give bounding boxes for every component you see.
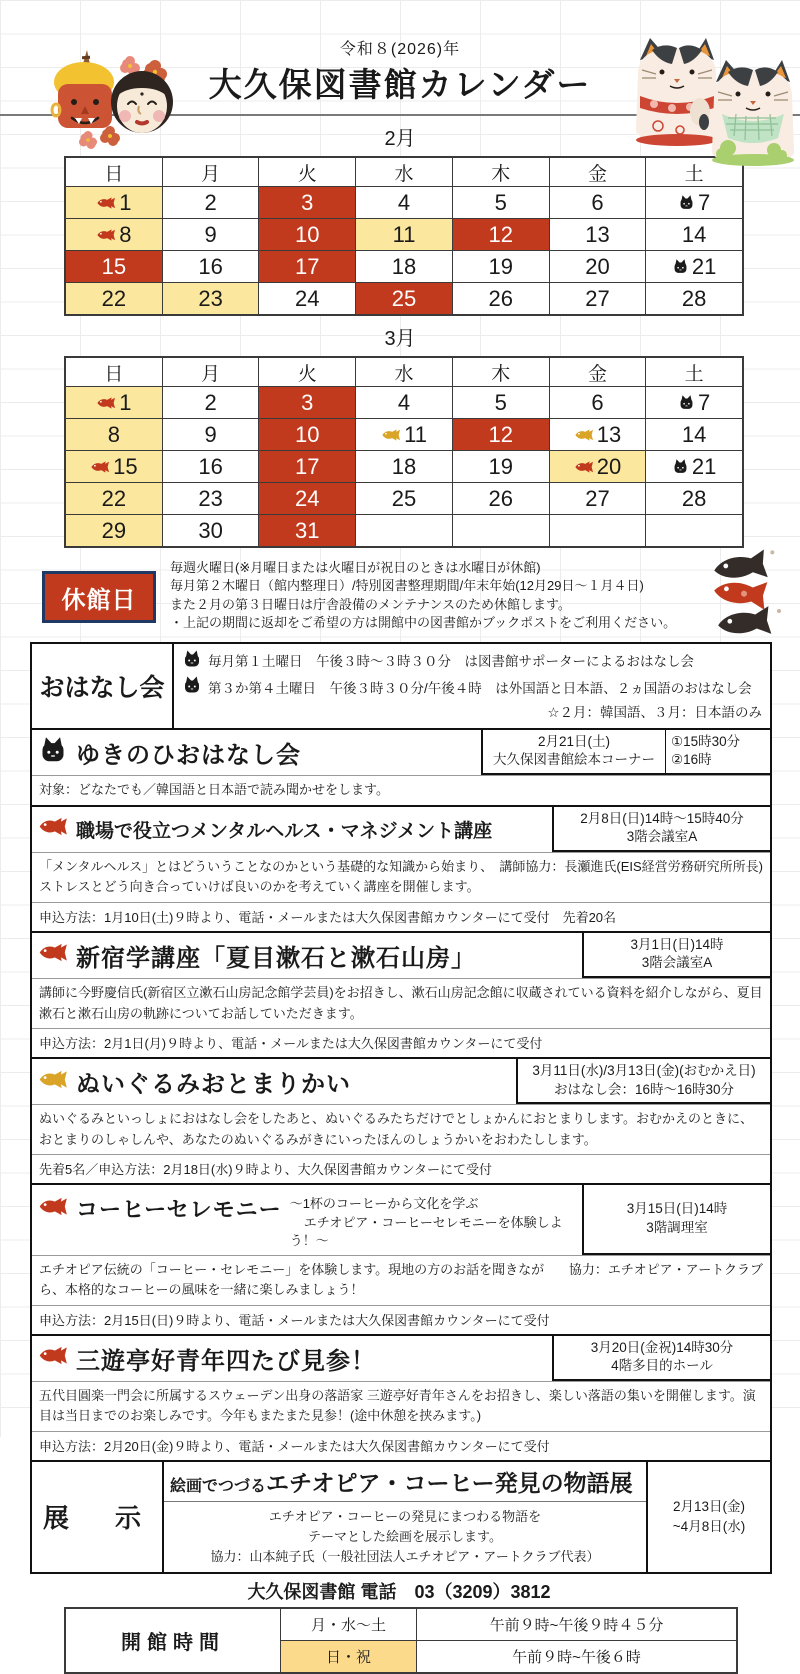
day-number: 9 (204, 421, 217, 447)
event-description: 協力：エチオピア・アートクラブ エチオピア伝統の「コーヒー・セレモニー」を体験します。現地の方のお話を聞きながら、本格的なコーヒーの風味を一緒に楽しみましょう！ (32, 1255, 770, 1304)
calendar-day-cell (452, 187, 549, 218)
day-number: 20 (585, 253, 610, 279)
event-section-snow-day-storytime (32, 728, 770, 805)
event-title: ゆきのひおはなし会 (76, 741, 301, 769)
black-cat-stamp-icon (38, 735, 68, 765)
day-number: 5 (494, 389, 507, 415)
event-application-info: 申込方法：1月10日(土)９時より、電話・メールまたは大久保図書館カウンターにて受付 先着20名 (32, 902, 770, 931)
cat-figurine-green-icon (712, 60, 794, 166)
day-number: 4 (397, 389, 411, 415)
february-calendar (64, 156, 744, 316)
okame-face-icon (111, 71, 173, 133)
calendar-week-row (66, 250, 742, 282)
red-fish-stamp-icon (38, 1346, 68, 1370)
calendar-day-cell (162, 515, 259, 546)
calendar-day-cell (258, 187, 355, 218)
calendar-day-cell (162, 451, 259, 482)
calendar-day-cell (66, 251, 162, 282)
event-section-stuffed-animal-sleepover (32, 1057, 770, 1183)
calendar-day-cell (162, 419, 259, 450)
day-number: 18 (391, 253, 417, 279)
weekday-time-cell: 午前９時~午後９時４５分 (489, 1617, 664, 1634)
day-number: 20 (596, 453, 622, 479)
day-number: 26 (488, 485, 513, 511)
day-number: 3 (301, 389, 314, 415)
calendar-day-cell (258, 515, 355, 546)
page-title: 大久保図書館カレンダー (0, 59, 800, 116)
day-number: 13 (596, 421, 622, 447)
day-number: 14 (681, 421, 707, 447)
day-number: 12 (488, 221, 513, 247)
calendar-weekday-row (66, 358, 742, 386)
calendar-day-cell (66, 387, 162, 418)
black-cat-stamp-icon (182, 675, 202, 702)
calendar-day-cell (645, 451, 742, 482)
closed-line: また２月の第３日曜日は庁舎設備のメンテナンスのため休館します。 (170, 596, 571, 612)
weekday-header: 水 (355, 358, 452, 386)
february-label: 2月 (384, 128, 416, 150)
holiday-days-cell: 日・祝 (281, 1641, 417, 1672)
red-fish-stamp-icon (38, 1197, 68, 1221)
weekday-header: 水 (355, 158, 452, 186)
calendar-day-cell (258, 419, 355, 450)
day-number: 17 (295, 453, 320, 479)
calendar-day-cell (645, 251, 742, 282)
calendar-day-cell (452, 451, 549, 482)
day-number: 15 (113, 453, 138, 479)
black-cat-stamp-icon (182, 649, 202, 676)
event-time: ①15時30分 (671, 733, 741, 749)
day-number: 1 (119, 189, 132, 215)
event-cooperation: 協力：エチオピア・アートクラブ (568, 1262, 763, 1278)
calendar-day-cell (355, 387, 452, 418)
day-number: 7 (698, 189, 711, 215)
day-number: 22 (101, 485, 127, 511)
closed-line: 毎月第２木曜日（館内整理日）/特別図書整理期間/年末年始(12月29日～１月４日) (170, 578, 644, 594)
event-schedule-box (516, 1059, 770, 1105)
day-number: 23 (198, 285, 223, 311)
black-cat-stamp-icon (672, 458, 689, 475)
day-number: 28 (681, 285, 707, 311)
red-fish-stamp-icon (38, 1346, 68, 1365)
calendar-day-cell (549, 283, 646, 314)
day-number: 15 (101, 253, 127, 279)
calendar-week-row (66, 218, 742, 250)
day-number: 24 (295, 285, 320, 311)
day-number: 8 (107, 421, 120, 447)
calendar-day-cell (66, 283, 162, 314)
march-calendar (64, 356, 744, 548)
oni-face-icon (52, 50, 114, 128)
event-description: 講師協力：長瀬進氏(EIS経営労務研究所所長) 「メンタルヘルス」とはどういうことなのかという基礎的な知識から始まり、ストレスとどう向き合っていけば良いのかを考えていく講座を開催します。 (32, 852, 770, 901)
red-fish-stamp-icon (96, 397, 116, 409)
calendar-day-cell (66, 219, 162, 250)
weekday-header: 金 (549, 358, 646, 386)
day-number: 18 (391, 453, 417, 479)
calendar-day-cell (452, 419, 549, 450)
weekday-header: 火 (258, 158, 355, 186)
calendar-day-cell (645, 515, 742, 546)
yellow-fish-stamp-icon (38, 1070, 68, 1089)
event-schedule-box (582, 933, 770, 979)
calendar-day-cell (162, 219, 259, 250)
exhibition-content (164, 1462, 646, 1572)
event-application-info: 申込方法：2月20日(金)９時より、電話・メールまたは大久保図書館カウンターにて受付 (32, 1431, 770, 1460)
event-section-exhibition (32, 1460, 770, 1572)
weekday-header: 月 (162, 158, 259, 186)
calendar-day-cell (258, 219, 355, 250)
red-fish-stamp-icon (38, 943, 68, 967)
event-schedule-box (582, 1185, 770, 1256)
black-cat-stamp-icon (38, 735, 68, 770)
weekday-header: 土 (645, 358, 742, 386)
event-schedule-box (481, 730, 770, 776)
day-number: 26 (488, 285, 513, 311)
calendar-week-row (66, 450, 742, 482)
calendar-day-cell (549, 387, 646, 418)
black-cat-stamp-icon (678, 394, 695, 411)
setsubun-oni-okame-illustration (42, 44, 202, 146)
event-title: 職場で役立つメンタルヘルス・マネジメント講座 (76, 820, 493, 842)
event-section-mental-health-course (32, 805, 770, 931)
event-description: 五代目圓楽一門会に所属するスウェーデン出身の落語家 三遊亭好青年さんをお招きし、楽しい落語の集いを開催します。演目は当日までのお楽しみです。今年もまたまた見参！(途中休憩を挟みます。) (32, 1381, 770, 1430)
day-number: 9 (204, 221, 217, 247)
calendar-day-cell (162, 387, 259, 418)
day-number: 19 (488, 253, 513, 279)
day-number: 12 (488, 421, 513, 447)
calendar-day-cell (549, 483, 646, 514)
calendar-day-cell (549, 219, 646, 250)
exhibition-dates: 2月13日(金) ~4月8日(水) (646, 1462, 770, 1572)
event-description: 講師に今野慶信氏(新宿区立漱石山房記念館学芸員)をお招きし、漱石山房記念館に収蔵されている資料を紹介しながら、夏目漱石と漱石山房の軌跡についてお話していただきます。 (32, 978, 770, 1027)
exhibition-title: 絵画でつづるエチオピア・コーヒー発見の物語展 (164, 1462, 646, 1502)
storytime-line: 第３か第４土曜日 午後３時３０分/午後４時 は外国語と日本語、２ヵ国語のおはなし会 (182, 675, 762, 702)
weekday-header: 火 (258, 358, 355, 386)
red-fish-stamp-icon (38, 817, 68, 841)
calendar-day-cell (355, 251, 452, 282)
event-date: 3月11日(水)/3月13日(金)(おむかえ日) (532, 1062, 756, 1078)
yellow-fish-stamp-icon (381, 429, 401, 441)
black-fish-stamp-icon (712, 548, 777, 584)
opening-hours-label: 開館時間 (66, 1609, 281, 1672)
day-number: 3 (301, 189, 314, 215)
storytime-note: ☆２月：韓国語、３月：日本語のみ (547, 705, 762, 720)
event-section-coffee-ceremony (32, 1183, 770, 1334)
calendar-week-row (66, 186, 742, 218)
cat-figurines-illustration (622, 34, 794, 162)
calendar-day-cell (258, 483, 355, 514)
day-number: 14 (681, 221, 707, 247)
red-fish-stamp-icon (713, 577, 768, 610)
day-number: 7 (698, 389, 711, 415)
weekday-days-cell: 月・水～土 (281, 1609, 417, 1640)
day-number: 2 (204, 389, 217, 415)
calendar-day-cell (645, 387, 742, 418)
day-number: 10 (295, 421, 320, 447)
red-fish-stamp-icon (38, 1197, 68, 1216)
library-phone-number: 大久保図書館 電話 03（3209）3812 (247, 1582, 551, 1602)
opening-hours-row (281, 1609, 736, 1640)
calendar-day-cell (355, 515, 452, 546)
yellow-fish-stamp-icon (38, 1070, 68, 1094)
day-number: 25 (391, 485, 417, 511)
event-subtitle: ～1杯のコーヒーから文化を学ぶ エチオピア・コーヒーセレモニーを体験しよう！～ (289, 1195, 563, 1249)
day-number: 11 (392, 221, 416, 247)
day-number: 22 (101, 285, 127, 311)
red-fish-stamp-icon (38, 817, 68, 836)
event-date: 3月1日(日)14時 (630, 936, 724, 952)
event-time: おはなし会：16時～16時30分 (553, 1081, 735, 1097)
closed-days-section (42, 558, 800, 633)
calendar-day-cell (258, 387, 355, 418)
event-schedule-box (552, 807, 770, 853)
yellow-fish-stamp-icon (574, 429, 594, 441)
red-fish-stamp-icon (90, 461, 110, 473)
day-number: 8 (119, 221, 132, 247)
day-number: 27 (585, 285, 610, 311)
holiday-time-cell: 午前９時~午後６時 (512, 1649, 641, 1666)
weekday-header: 月 (162, 358, 259, 386)
day-number: 29 (101, 517, 127, 543)
calendar-day-cell (645, 219, 742, 250)
calendar-day-cell (645, 419, 742, 450)
event-date: 3月15日(日)14時 (626, 1201, 728, 1217)
event-time: ②16時 (671, 752, 712, 768)
event-place: 3階会議室A (626, 829, 698, 845)
calendar-day-cell (549, 451, 646, 482)
day-number: 31 (295, 517, 320, 543)
calendar-day-cell (452, 515, 549, 546)
weekday-header: 木 (452, 358, 549, 386)
calendar-day-cell (452, 251, 549, 282)
storytime-line: 毎月第１土曜日 午後３時～３時３０分 は図書館サポーターによるおはなし会 (182, 649, 762, 676)
black-fish-stamp-icon (717, 605, 784, 640)
calendar-day-cell (258, 283, 355, 314)
day-number: 23 (198, 485, 223, 511)
calendar-day-cell (355, 187, 452, 218)
weekday-header: 土 (645, 158, 742, 186)
event-title: コーヒーセレモニー (76, 1196, 282, 1222)
event-date: 2月8日(日)14時～15時40分 (580, 810, 744, 826)
day-number: 16 (198, 253, 223, 279)
event-title: ぬいぐるみおとまりかい (76, 1071, 351, 1099)
exhibition-label: 展 示 (32, 1462, 164, 1572)
calendar-day-cell (66, 451, 162, 482)
calendar-day-cell (549, 187, 646, 218)
day-number: 10 (295, 221, 320, 247)
calendar-day-cell (645, 187, 742, 218)
event-place: 3階調理室 (646, 1219, 708, 1235)
calendar-day-cell (258, 251, 355, 282)
weekday-header: 日 (66, 158, 162, 186)
day-number: 16 (198, 453, 223, 479)
calendar-day-cell (162, 483, 259, 514)
calendar-day-cell (162, 283, 259, 314)
day-number: 1 (119, 389, 132, 415)
day-number: 25 (391, 285, 417, 311)
day-number: 21 (691, 253, 717, 279)
events-table (30, 642, 772, 1574)
event-schedule-box (552, 1336, 770, 1382)
day-number: 21 (691, 453, 717, 479)
black-cat-stamp-icon (672, 258, 689, 275)
weekday-header: 金 (549, 158, 646, 186)
event-description: ぬいぐるみといっしょにおはなし会をしたあと、ぬいぐるみたちだけでとしょかんにおとまりします。おむかえのときに、おとまりのしゃしんや、あなたのぬいぐるみがきにいったほんのしょうかいをおわたしします。 (32, 1104, 770, 1153)
event-application-info: 申込方法：2月1日(月)９時より、電話・メールまたは大久保図書館カウンターにて受付 (32, 1028, 770, 1057)
calendar-day-cell (645, 283, 742, 314)
calendar-day-cell (452, 219, 549, 250)
event-lecturer: 講師協力：長瀬進氏(EIS経営労務研究所所長) (499, 859, 763, 875)
day-number: 2 (204, 189, 217, 215)
closed-days-text (170, 558, 676, 633)
calendar-day-cell (355, 219, 452, 250)
calendar-week-row (66, 482, 742, 514)
day-number: 6 (591, 389, 604, 415)
march-label: 3月 (384, 328, 416, 350)
event-section-rakugo-show (32, 1334, 770, 1460)
day-number: 11 (404, 421, 427, 447)
event-title: 新宿学講座「夏目漱石と漱石山房」 (76, 944, 476, 972)
day-number: 17 (295, 253, 320, 279)
calendar-day-cell (549, 515, 646, 546)
calendar-week-row (66, 418, 742, 450)
calendar-day-cell (355, 483, 452, 514)
calendar-day-cell (66, 419, 162, 450)
weekday-header: 木 (452, 158, 549, 186)
fish-stamps-illustration (702, 552, 792, 636)
day-number: 13 (585, 221, 610, 247)
calendar-day-cell (452, 283, 549, 314)
day-number: 4 (397, 189, 411, 215)
calendar-week-row (66, 282, 742, 314)
opening-hours-table (64, 1607, 738, 1674)
calendar-weekday-row (66, 158, 742, 186)
calendar-week-row (66, 514, 742, 546)
event-section-shinjuku-lecture (32, 931, 770, 1057)
red-fish-stamp-icon (574, 461, 594, 473)
calendar-day-cell (258, 451, 355, 482)
calendar-day-cell (66, 187, 162, 218)
era-year-label: 令和８(2026)年 (339, 41, 461, 58)
red-fish-stamp-icon (96, 197, 116, 209)
event-date: 3月20日(金祝)14時30分 (590, 1339, 734, 1355)
event-place: 大久保図書館絵本コーナー (493, 752, 655, 768)
day-number: 6 (591, 189, 604, 215)
event-place: 4階多目的ホール (611, 1358, 713, 1374)
event-section-storytime (32, 644, 770, 728)
closed-days-badge: 休館日 (42, 571, 156, 623)
calendar-day-cell (355, 419, 452, 450)
calendar-day-cell (452, 387, 549, 418)
black-cat-stamp-icon (182, 649, 202, 669)
calendar-day-cell (549, 251, 646, 282)
event-place: 3階会議室A (641, 955, 713, 971)
event-application-info: 先着5名／申込方法：2月18日(水)９時より、大久保図書館カウンターにて受付 (32, 1154, 770, 1183)
calendar-day-cell (355, 283, 452, 314)
calendar-week-row (66, 386, 742, 418)
day-number: 28 (681, 485, 707, 511)
black-cat-stamp-icon (182, 675, 202, 695)
calendar-day-cell (549, 419, 646, 450)
cat-figurine-red-icon (636, 38, 718, 146)
calendar-day-cell (162, 187, 259, 218)
calendar-day-cell (162, 251, 259, 282)
calendar-day-cell (66, 515, 162, 546)
calendar-day-cell (452, 483, 549, 514)
day-number: 19 (488, 453, 513, 479)
event-application-info: 申込方法：2月15日(日)９時より、電話・メールまたは大久保図書館カウンターにて受付 (32, 1305, 770, 1334)
exhibition-description: エチオピア・コーヒーの発見にまつわる物語を テーマとした絵画を展示します。 協力：山本純子氏（一般社団法人エチオピア・アートクラブ代表） (210, 1508, 600, 1564)
closed-line: 毎週火曜日(※月曜日または火曜日が祝日のときは水曜日が休館) (170, 560, 541, 575)
storytime-label: おはなし会 (32, 644, 174, 728)
weekday-header: 日 (66, 358, 162, 386)
storytime-details (174, 644, 770, 728)
day-number: 5 (494, 189, 507, 215)
event-description: 対象：どなたでも／韓国語と日本語で読み聞かせをします。 (32, 775, 770, 804)
event-title: 三遊亭好青年四たび見参！ (76, 1347, 376, 1375)
event-date: 2月21日(土) (537, 733, 610, 749)
day-number: 30 (198, 517, 223, 543)
day-number: 24 (295, 485, 320, 511)
black-cat-stamp-icon (678, 194, 695, 211)
closed-line: ・上記の期間に返却をご希望の方は開館中の図書館かブックポストをご利用ください。 (170, 615, 677, 631)
red-fish-stamp-icon (96, 229, 116, 241)
day-number: 27 (585, 485, 610, 511)
red-fish-stamp-icon (38, 943, 68, 962)
calendar-day-cell (355, 451, 452, 482)
opening-hours-row (281, 1640, 736, 1672)
calendar-day-cell (645, 483, 742, 514)
calendar-day-cell (66, 483, 162, 514)
